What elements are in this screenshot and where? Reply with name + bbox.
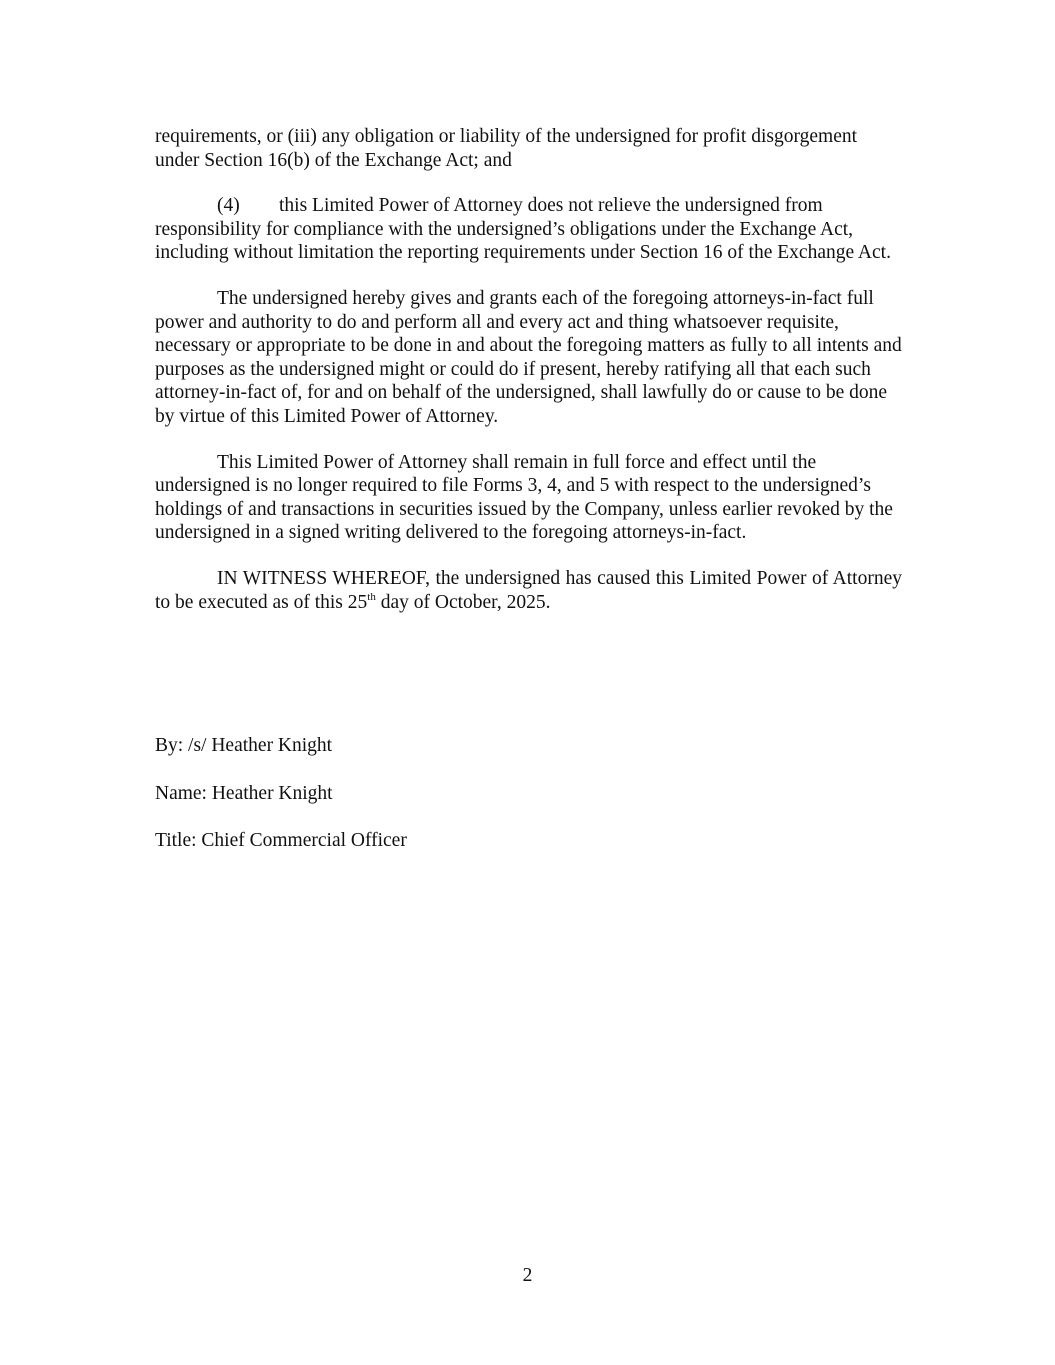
item-number: (4) <box>217 195 240 217</box>
paragraph-duration: This Limited Power of Attorney shall remain in full force and effect until the undersigned is no longer required to file Forms 3, 4, and 5 with respect to the undersigned’s holdings of and transactions in securities issued by the Company, unless earlier revoked by the undersigned in a signed writing delivered to the foregoing attorneys-in-fact. <box>155 451 893 544</box>
paragraph-witness <box>155 567 902 614</box>
item-text: this Limited Power of Attorney does not relieve the undersigned from responsibility for compliance with the undersigned’s obligations under the Exchange Act, including without limitation the reporting requirements under Section 16 of the Exchange Act. <box>155 195 891 264</box>
signature-title: Title: Chief Commercial Officer <box>155 830 407 851</box>
page-number: 2 <box>522 1265 533 1286</box>
paragraph-continuation: requirements, or (iii) any obligation or liability of the undersigned for profit disgorgement under Section 16(b) of the Exchange Act; and <box>155 126 858 171</box>
witness-text: IN WITNESS WHEREOF, the undersigned has caused this Limited Power of Attorney to be executed as of this 25 <box>155 567 902 613</box>
signature-name: Name: Heather Knight <box>155 783 333 804</box>
paragraph-grant-of-authority: The undersigned hereby gives and grants each of the foregoing attorneys-in-fact full power and authority to do and perform all and every act and thing whatsoever requisite, necessary or appropriate to be done in and about the foregoing matters as fully to all intents and purposes as the undersigned might or could do if present, hereby ratifying all that each such attorney-in-fact of, for and on behalf of the undersigned, shall lawfully do or cause to be done by virtue of this Limited Power of Attorney. <box>155 287 902 427</box>
witness-date: day of October, 2025. <box>375 591 551 613</box>
document-body <box>155 125 902 636</box>
paragraph-item-4 <box>155 194 902 265</box>
witness-ordinal-suffix: th <box>367 590 376 603</box>
signature-by: By: /s/ Heather Knight <box>155 735 333 756</box>
